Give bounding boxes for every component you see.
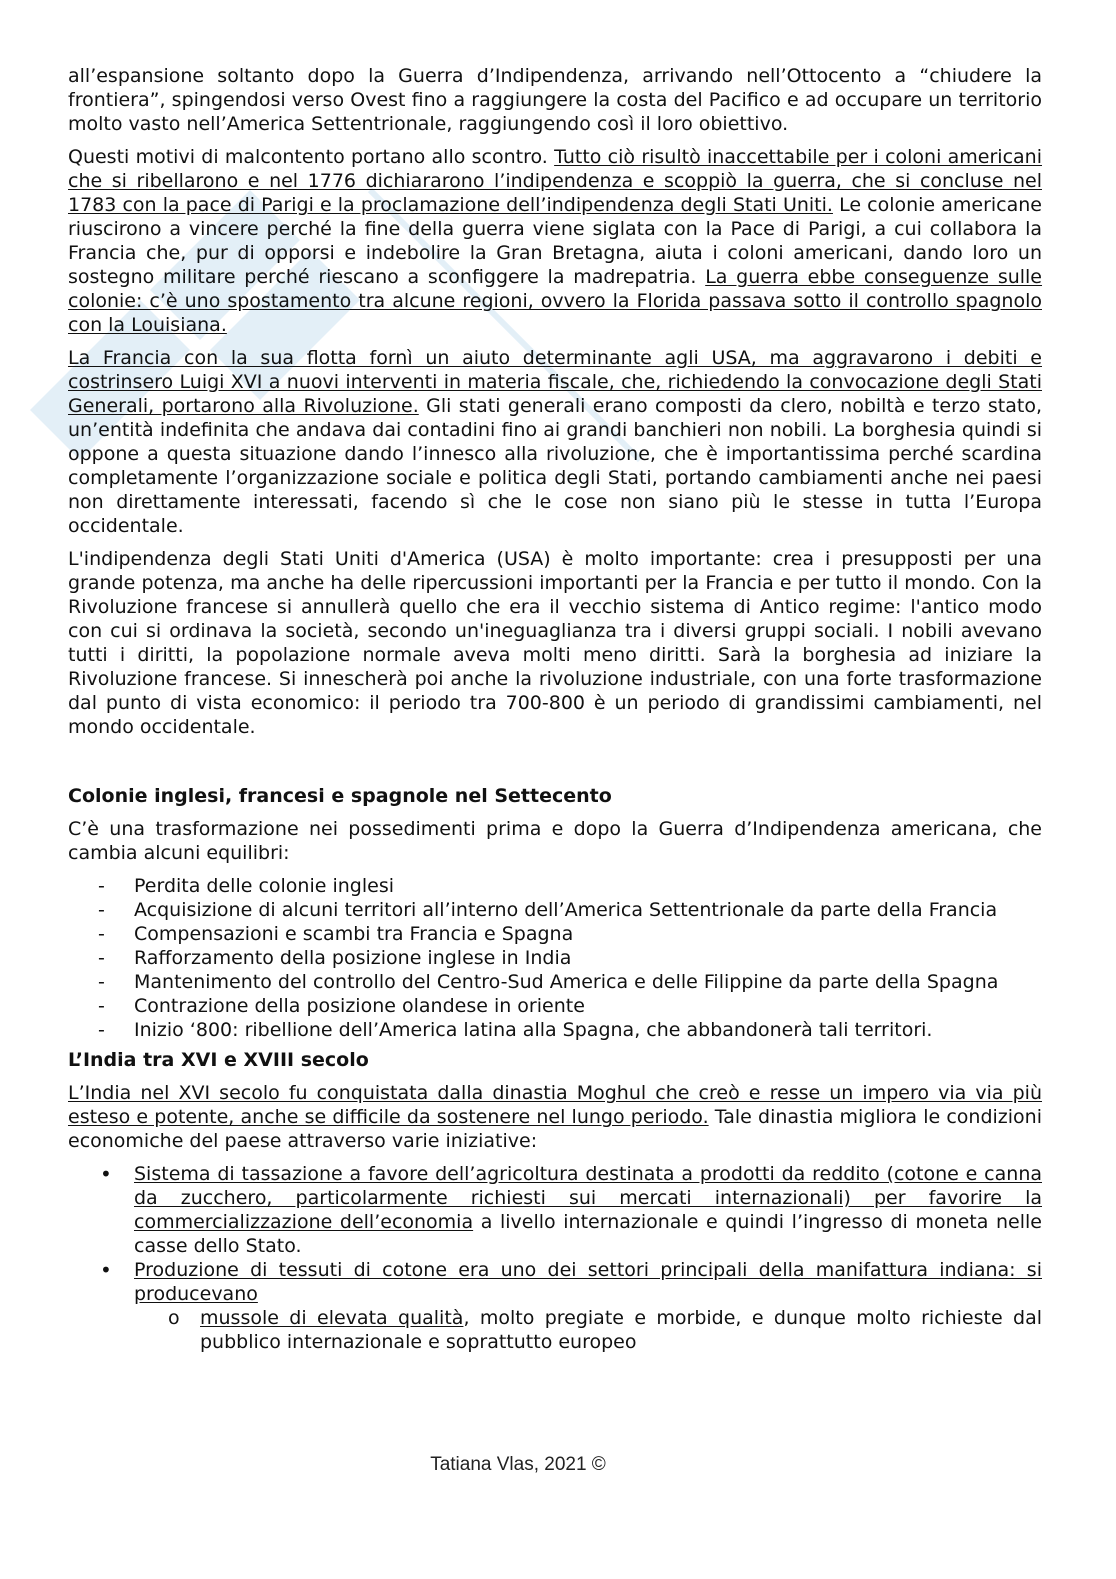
list-item: - Acquisizione di alcuni territori all’interno dell’America Settentrionale da parte della Francia <box>68 898 1042 922</box>
underlined-text: L’India nel XVI secolo fu conquistata dalla dinastia Moghul che creò e resse un impero via via più esteso e potente, anche se difficile da sostenere nel lungo periodo. <box>68 1082 1042 1128</box>
underlined-text: La guerra ebbe conseguenze sulle colonie: c’è uno spostamento tra alcune regioni, ovvero la Florida passava sotto il controllo spagnolo con la Louisiana. <box>68 266 1043 336</box>
paragraph-expansion: all’espansione soltanto dopo la Guerra d’Indipendenza, arrivando nell’Ottocento a “chiudere la frontiera”, spingendosi verso Ovest fino a raggiungere la costa del Pacifico e ad occupare un territorio molto vasto nell’America Settentrionale, raggiungendo così il loro obiettivo. <box>68 65 1042 135</box>
text-span: Gli stati generali erano composti da clero, nobiltà e terzo stato, un’entità indefinita che andava dai contadini fino ai grandi banchieri non nobili. La borghesia quindi si oppone a questa situazione dando l’innesco alla rivoluzione, che è importantissima perché scardina completamente l’organizzazione sociale e politica degli Stati, portando cambiamenti anche nei paesi non direttamente interessati, facendo sì che le cose non siano più le stesse in tutta l’Europa occidentale. <box>68 395 1043 537</box>
colonies-list <box>68 874 1042 1042</box>
sub-list-item <box>134 1306 1042 1354</box>
paragraph-colonies-intro: C’è una trasformazione nei possedimenti prima e dopo la Guerra d’Indipendenza americana, che cambia alcuni equilibri: <box>68 818 1042 864</box>
list-item: - Inizio ‘800: ribellione dell’America latina alla Spagna, che abbandonerà tali territori. <box>68 1018 1042 1042</box>
underlined-text: mussole di elevata qualità <box>200 1307 464 1329</box>
text-span: Tale dinastia migliora le condizioni economiche del paese attraverso varie iniziative: <box>68 1106 1042 1152</box>
text-span: a livello internazionale e quindi l’ingresso di moneta nelle casse dello Stato. <box>134 1211 1042 1257</box>
list-item: - Contrazione della posizione olandese in oriente <box>68 994 1042 1018</box>
paragraph-war <box>68 145 1042 337</box>
list-item <box>68 1258 1042 1354</box>
sub-list <box>134 1306 1042 1354</box>
paragraph-france <box>68 346 1042 538</box>
underlined-text: Sistema di tassazione a favore dell’agricoltura destinata a prodotti da reddito (cotone e canna da zucchero, particolarmente richiesti sui mercati internazionali) per favorire la commercializzazione dell’economia <box>134 1163 1042 1233</box>
underlined-text: Produzione di tessuti di cotone era uno dei settori principali della manifattura indiana: si producevano <box>134 1259 1042 1305</box>
heading-india: L’India tra XVI e XVIII secolo <box>68 1049 369 1071</box>
paragraph-india-intro <box>68 1081 1042 1153</box>
text-span: Questi motivi di malcontento portano allo scontro. <box>68 146 555 168</box>
list-item: - Perdita delle colonie inglesi <box>68 874 1042 898</box>
text-span: Le colonie americane riuscirono a vincere perché la fine della guerra viene siglata con la Pace di Parigi, a cui collabora la Francia che, pur di opporsi e indebolire la Gran Bretagna, aiuta i coloni americani, dando loro un sostegno militare perché riescano a sconfiggere la madrepatria. <box>68 194 1042 288</box>
heading-colonies: Colonie inglesi, francesi e spagnole nel Settecento <box>68 785 612 807</box>
paragraph-usa-independence: L'indipendenza degli Stati Uniti d'America (USA) è molto importante: crea i presupposti per una grande potenza, ma anche ha delle ripercussioni importanti per la Francia e per tutto il mondo. Con la Rivoluzione francese si annullerà quello che era il vecchio sistema di Antico regime: l'antico modo con cui si ordinava la società, secondo un'ineguaglianza tra i diversi gruppi sociali. I nobili avevano tutti i diritti, la popolazione normale aveva molti meno diritti. Sarà la borghesia ad iniziare la Rivoluzione francese. Si innescherà poi anche la rivoluzione industriale, con una forte trasformazione dal punto di vista economico: il periodo tra 700-800 è un periodo di grandissimi cambiamenti, nel mondo occidentale. <box>68 548 1042 738</box>
text-span: , molto pregiate e morbide, e dunque molto richieste dal pubblico internazionale e soprattutto europeo <box>200 1307 1043 1353</box>
underlined-text: Tutto ciò risultò inaccettabile per i coloni americani che si ribellarono e nel 1776 dichiararono l’indipendenza e scoppiò la guerra, che si concluse nel 1783 con la pace di Parigi e la proclamazione dell’indipendenza degli Stati Uniti. <box>68 146 1042 216</box>
document-page <box>68 64 1042 1360</box>
list-item: - Mantenimento del controllo del Centro-Sud America e delle Filippine da parte della Spagna <box>68 970 1042 994</box>
list-item: - Compensazioni e scambi tra Francia e Spagna <box>68 922 1042 946</box>
list-item <box>68 1162 1042 1258</box>
india-initiatives-list <box>68 1162 1042 1354</box>
underlined-text: La Francia con la sua flotta fornì un aiuto determinante agli USA, ma aggravarono i debiti e costrinsero Luigi XVI a nuovi interventi in materia fiscale, che, richiedendo la convocazione degli Stati Generali, portarono alla Rivoluzione. <box>68 347 1042 417</box>
footer-copyright: Tatiana Vlas, 2021 © <box>430 1454 606 1475</box>
list-item: - Rafforzamento della posizione inglese in India <box>68 946 1042 970</box>
